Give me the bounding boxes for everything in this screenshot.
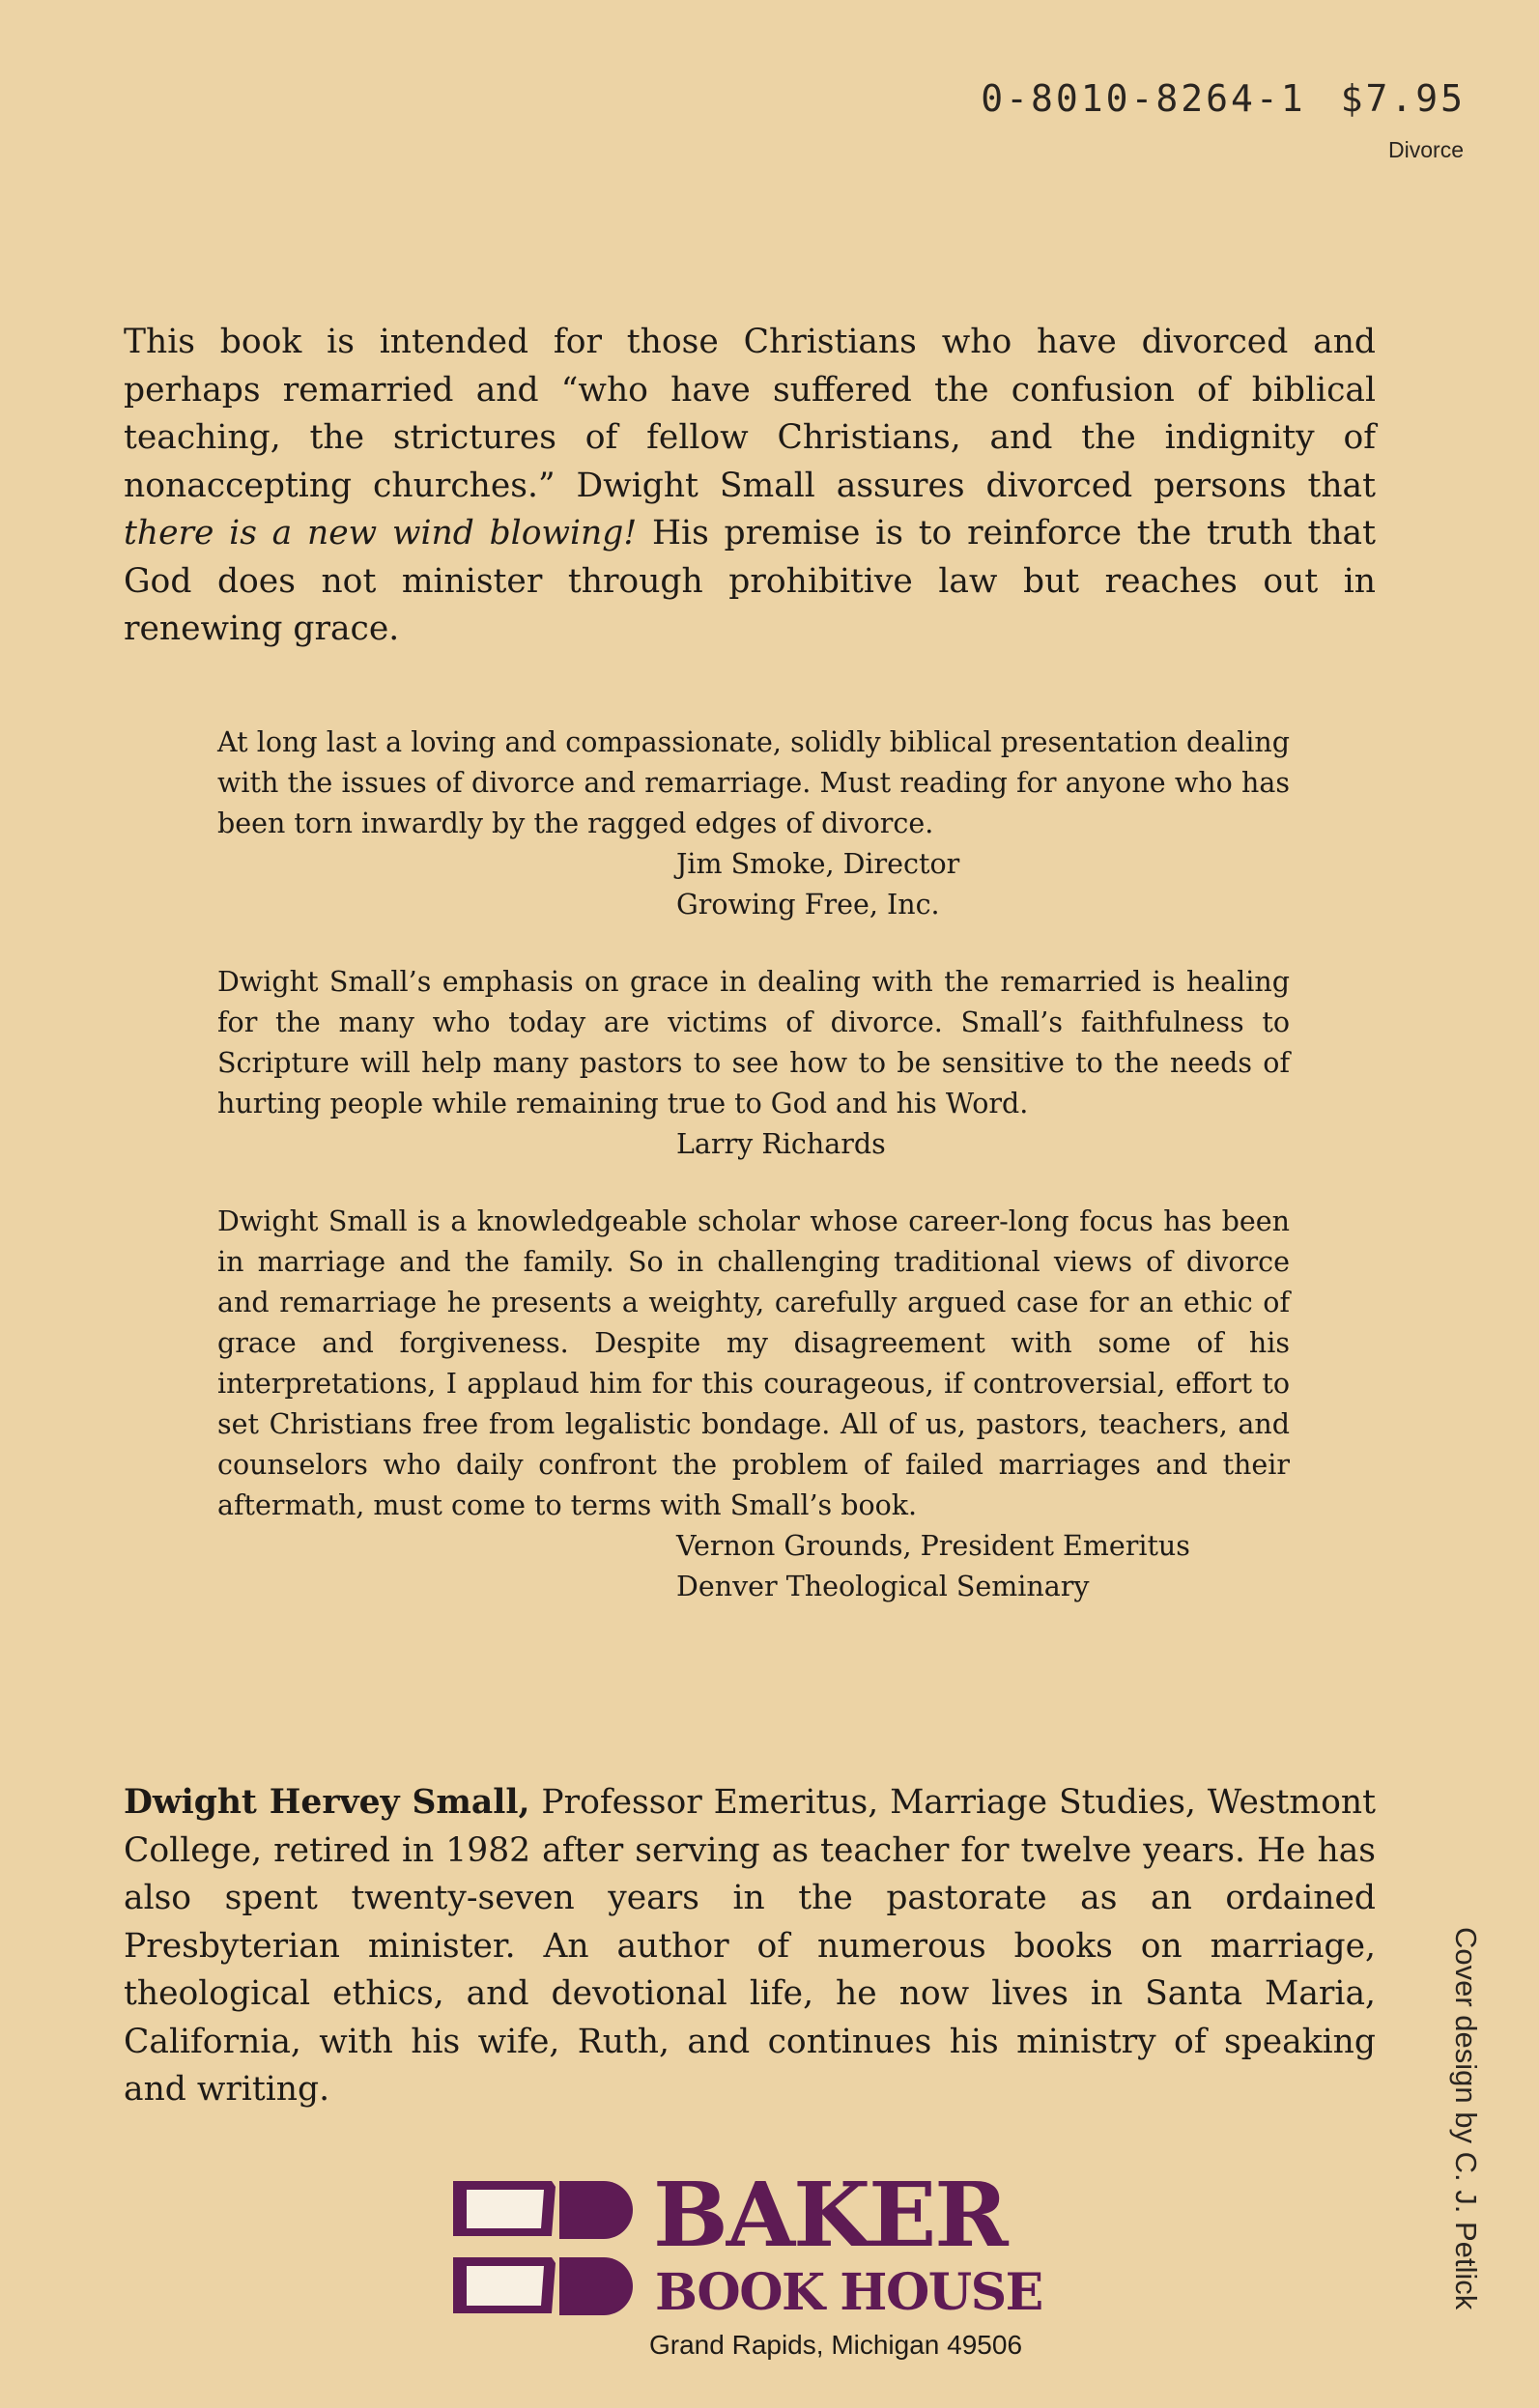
endorsement-text: Dwight Small is a knowledgeable scholar whose career-long focus has been in marriage and the family. So in challenging traditional views of divorce and remarriage he presents a weighty, carefully argued case for an ethic of grace and forgiveness. Despite my disagreement with some of his interpretations, I applaud him for this courageous, if controversial, effort to set Christians free from legalistic bondage. All of us, pastors, teachers, and counselors who daily confront the problem of failed marriages and their aftermath, must come to terms with Small’s book. [217,1205,1290,1521]
endorsement-smoke [217,722,1290,925]
endorsement-author: Jim Smoke, Director [676,848,960,880]
endorsement-author: Vernon Grounds, President Emeritus [676,1530,1190,1562]
author-bio [124,1779,1376,2114]
blurb-text-after: His premise is to reinforce the truth that God does not minister through prohibitive law but reaches out in renewing grace. [124,514,1376,648]
book-icon-bottom [453,2257,633,2315]
publisher-name-line1: BAKER [653,2163,1007,2267]
endorsement-affiliation: Denver Theological Seminary [676,1571,1090,1602]
category-label: Divorce [1388,137,1464,162]
endorsement-text: At long last a loving and compassionate, solidly biblical presentation dealing with the issues of divorce and remarriage. Must reading for anyone who has been torn inwardly by the ragged edges of divorce. [217,726,1290,839]
cover-design-credit: Cover design by C. J. Petlick [1449,1927,1483,2310]
blurb-text-before: This book is intended for those Christians who have divorced and perhaps remarried and “who have suffered the confusion of biblical teaching, the strictures of fellow Christians, and the indignity of nonaccepting churches.” Dwight Small assures divorced persons that [124,323,1376,505]
author-bio-text: Professor Emeritus, Marriage Studies, Westmont College, retired in 1982 after serving as teacher for twelve years. He has also spent twenty-seven years in the pastorate as an ordained Presbyterian minister. An author of numerous books on marriage, theological ethics, and devotional life, he now lives in Santa Maria, California, with his wife, Ruth, and continues his ministry of speaking and writing. [124,1783,1376,2109]
isbn-number: 0-8010-8264-1 [981,77,1306,120]
price: $7.95 [1340,77,1466,120]
isbn-price-line [981,77,1466,120]
publisher-location: Grand Rapids, Michigan 49506 [649,2330,1023,2360]
author-name: Dwight Hervey Small, [124,1783,530,1822]
endorsement-text: Dwight Small’s emphasis on grace in dealing with the remarried is healing for the many who today are victims of divorce. Small’s faithfulness to Scripture will help many pastors to see how to be sensitive to the needs of hurting people while remaining true to God and his Word. [217,966,1290,1119]
book-blurb [124,319,1376,654]
publisher-name-line2: BOOK HOUSE [655,2263,1042,2322]
endorsement-grounds [217,1202,1290,1607]
endorsement-author: Larry Richards [676,1128,886,1160]
book-icon-top [453,2181,633,2239]
endorsements [217,722,1290,1644]
endorsement-affiliation: Growing Free, Inc. [676,889,940,921]
blurb-emphasis: there is a new wind blowing! [124,514,638,552]
endorsement-richards [217,962,1290,1165]
baker-book-house-logo-icon [447,2178,637,2321]
